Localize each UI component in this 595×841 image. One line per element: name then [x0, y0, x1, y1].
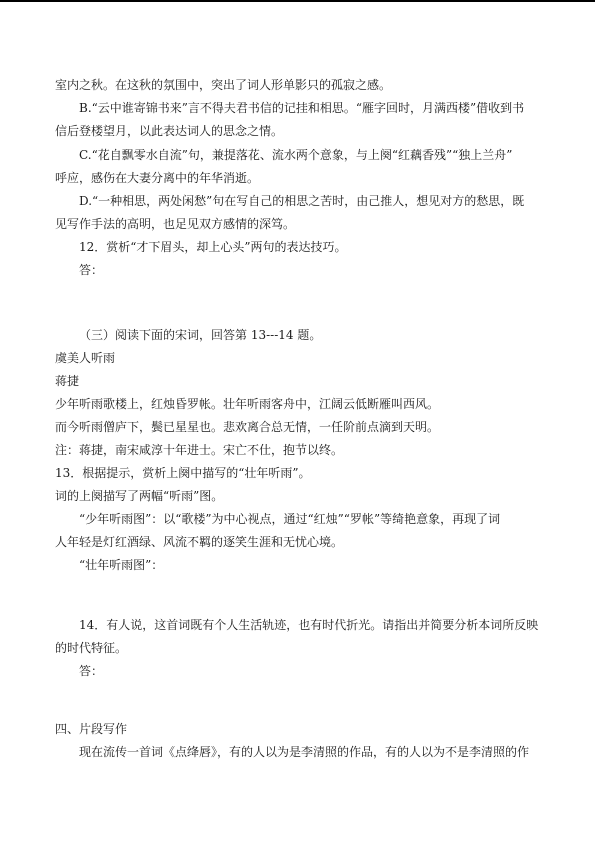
text-line: 的时代特征。 — [55, 641, 128, 655]
section-3-heading: （三）阅读下面的宋词，回答第 13---14 题。 — [79, 328, 322, 342]
question-14: 14．有人说，这首词既有个人生活轨迹，也有时代折光。请指出并简要分析本词所反映 — [79, 618, 539, 632]
option-c-line: C.“花自飘零水自流”句，兼提落花、流水两个意象，与上阕“红藕香残”“独上兰舟” — [79, 148, 513, 162]
answer-label: 答： — [79, 263, 104, 277]
text-line: 室内之秋。在这秋的氛围中，突出了词人形单影只的孤寂之感。 — [55, 78, 392, 92]
text-line: “少年听雨图”：以“歌楼”为中心视点，通过“红烛”“罗帐”等绮艳意象，再现了词 — [79, 512, 501, 526]
answer-label: 答： — [79, 664, 104, 678]
poem-line: 少年听雨歌楼上，红烛昏罗帐。壮年听雨客舟中，江阔云低断雁叫西风。 — [55, 397, 440, 411]
page-top-rule — [0, 0, 595, 2]
section-4-heading: 四、片段写作 — [55, 722, 128, 736]
option-d-line: D.“一种相思，两处闲愁”句在写自己的相思之苦时，由己推人，想见对方的愁思，既 — [79, 194, 525, 208]
text-line: “壮年听雨图”： — [79, 558, 164, 572]
question-12: 12．赏析“才下眉头，却上心头”两句的表达技巧。 — [79, 240, 347, 254]
text-line: 呼应，感伤在大妻分离中的年华消逝。 — [55, 171, 260, 185]
poem-author: 蒋捷 — [55, 374, 80, 388]
text-line: 现在流传一首词《点绛唇》，有的人以为是李清照的作品，有的人以为不是李清照的作 — [79, 745, 530, 759]
text-line: 人年轻是灯红酒绿、风流不羁的逐笑生涯和无忧心境。 — [55, 535, 344, 549]
text-line: 词的上阕描写了两幅“听雨”图。 — [55, 489, 224, 503]
poem-title: 虞美人听雨 — [55, 351, 116, 365]
question-13: 13．根据提示，赏析上阕中描写的“壮年听雨”。 — [55, 466, 311, 480]
poem-note: 注：蒋捷，南宋咸淳十年进士。宋亡不仕，抱节以终。 — [55, 443, 344, 457]
text-line: 见写作手法的高明，也足见双方感情的深笃。 — [55, 217, 296, 231]
poem-line: 而今听雨僧庐下，鬓已星星也。悲欢离合总无情，一任阶前点滴到天明。 — [55, 420, 440, 434]
text-line: 信后登楼望月，以此表达词人的思念之情。 — [55, 124, 284, 138]
option-b-line: B.“云中谁寄锦书来”言不得夫君书信的记挂和相思。“雁字回时，月满西楼”借收到书 — [79, 101, 525, 115]
